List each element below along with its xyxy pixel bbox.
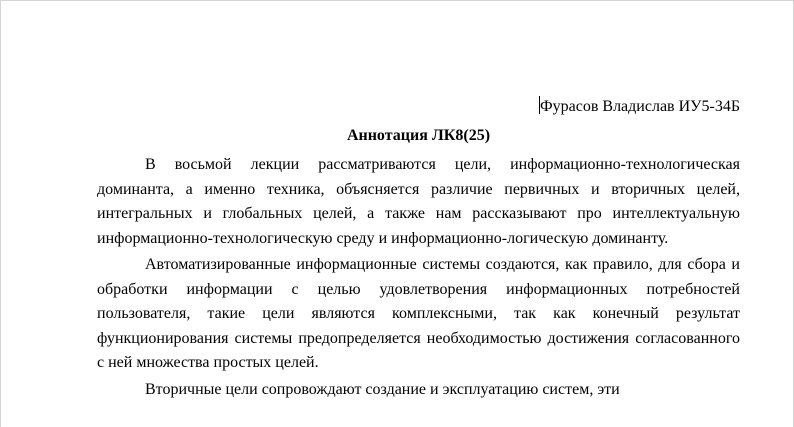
author-name: Фурасов Владислав ИУ5-34Б (540, 98, 740, 115)
author-line[interactable] (97, 95, 740, 120)
paragraph-2: Автоматизированные информационные системы создаются, как правило, для сбора и обработки информации с целью удовлетворения информационных потребностей пользователя, такие цели являются комплексными, так как конечный результат функционирования системы предопределяется необходимостью достижения согласованного с ней множества простых целей. (97, 256, 740, 371)
paragraph-1: В восьмой лекции рассматриваются цели, информационно-технологическая доминанта, а именно техника, объясняется различие первичных и вторичных целей, интегральных и глобальных целей, а также нам рассказывают про интеллектуальную информационно-технологическую среду и информационно-логическую доминанту. (97, 156, 740, 247)
document-title: Аннотация ЛК8(25) (346, 126, 491, 144)
paragraph-3: Вторичные цели сопровождают создание и эксплуатацию систем, эти (145, 380, 620, 398)
document-body[interactable] (97, 95, 740, 404)
